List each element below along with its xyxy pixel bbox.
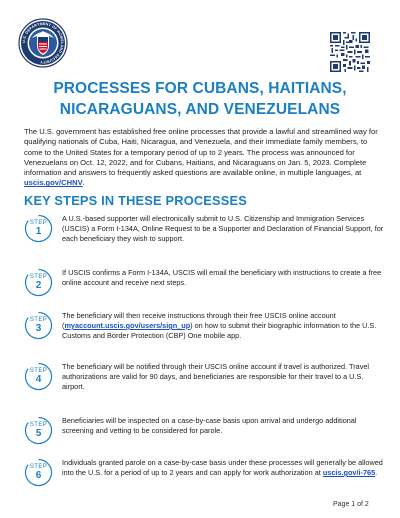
step-label: STEP	[29, 317, 48, 323]
step-number: 6	[35, 470, 42, 481]
title-line-2: NICARAGUANS, AND VENEZUELANS	[59, 101, 341, 118]
step-badge-2	[24, 268, 53, 297]
step-label: STEP	[29, 368, 48, 374]
step-badge-5	[24, 416, 53, 445]
step-3-text-pre: The beneficiary will then receive instructions through their free USCIS online account (	[62, 311, 336, 330]
step-text	[62, 311, 384, 341]
step-text: If USCIS confirms a Form I-134A, USCIS will email the beneficiary with instructions to create a free online account and receive next steps.	[62, 268, 382, 287]
step-badge-6	[24, 458, 53, 487]
page-title	[0, 78, 400, 120]
seal-text: U.S. DEPARTMENT OF HOMELAND SECURITY	[21, 21, 65, 65]
chnv-link[interactable]: uscis.gov/CHNV	[24, 178, 83, 188]
step-number: 1	[35, 226, 42, 237]
dhs-seal-logo	[18, 18, 68, 68]
i-765-link[interactable]: uscis.gov/i-765	[322, 468, 376, 477]
step-label: STEP	[29, 274, 48, 280]
intro-text: The U.S. government has established free online processes that provide a lawful and streamlined way for qualifying nationals of Cuba, Haiti, Nicaragua, and Venezuela, and their immediate family members, to come to the United States for a temporary period of up to 2 years. The process was announced for Venezuelans on Oct. 12, 2022, and for Cubans, Haitians, and Nicaraguans on Jan. 5, 2023. Complete information and answers to frequently asked questions are available online, in multiple languages, at	[24, 127, 378, 178]
step-label: STEP	[29, 422, 48, 428]
step-badge-3	[24, 311, 53, 340]
title-line-1: PROCESSES FOR CUBANS, HAITIANS,	[53, 80, 347, 97]
step-6-text-post: .	[375, 468, 378, 477]
step-badge-4	[24, 362, 53, 391]
myaccount-link[interactable]: myaccount.uscis.gov/users/sign_up	[64, 321, 191, 330]
step-number: 4	[35, 374, 42, 385]
step-badge-1	[24, 214, 53, 243]
page-number: Page 1 of 2	[333, 501, 369, 508]
intro-paragraph	[24, 127, 380, 189]
intro-suffix: .	[82, 178, 85, 188]
step-text: The beneficiary will be notified through their USCIS online account if travel is authorized. Travel authorizations are valid for 90 days, and beneficiaries are responsible for their travel to a U.S. airport.	[62, 362, 370, 391]
svg-text:U.S. DEPARTMENT OF HOMELAND SE	[22, 22, 64, 64]
step-number: 5	[35, 428, 42, 439]
qr-code-icon[interactable]	[330, 32, 370, 72]
step-text: A U.S.-based supporter will electronically submit to U.S. Citizenship and Immigration Services (USCIS) a Form I-134A, Online Request to be a Supporter and Declaration of Financial Support, for each beneficiary they wish to support.	[62, 214, 384, 243]
key-steps-heading: KEY STEPS IN THESE PROCESSES	[24, 193, 247, 208]
step-6-text-pre: Individuals granted parole on a case-by-case basis under these processes will generally be allowed into the U.S. for a period of up to 2 years and can apply for work authorization at	[62, 458, 383, 477]
step-number: 3	[35, 323, 42, 334]
step-text	[62, 458, 384, 478]
step-number: 2	[35, 280, 42, 291]
step-3-text-post: ) on how to submit their biographic information to the U.S. Customs and Border Protection (CBP) One mobile app.	[62, 321, 377, 340]
step-text: Beneficiaries will be inspected on a case-by-case basis upon arrival and undergo additional screening and vetting to be considered for parole.	[62, 416, 357, 435]
step-label: STEP	[29, 220, 48, 226]
step-label: STEP	[29, 464, 48, 470]
